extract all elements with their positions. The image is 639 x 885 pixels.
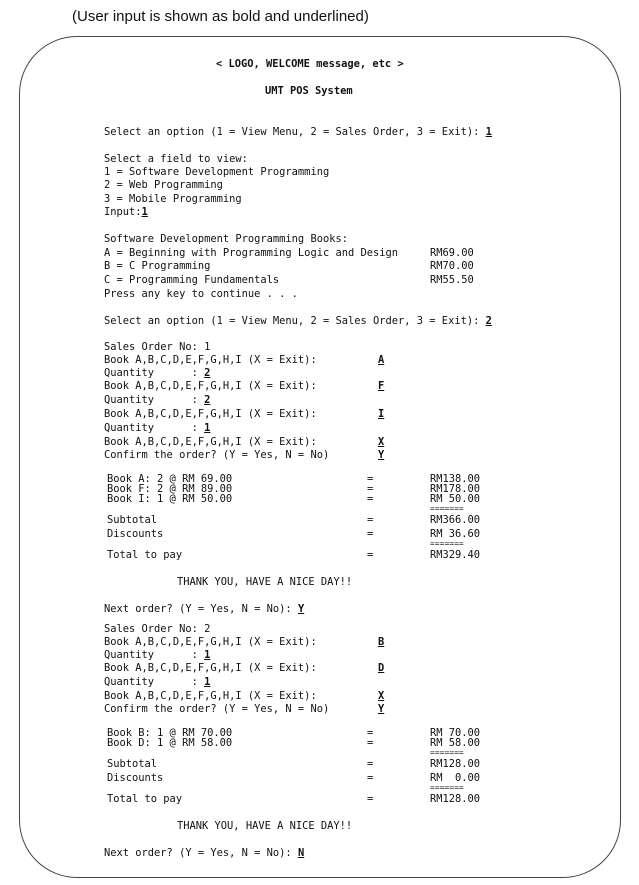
quantity-line: [104, 394, 210, 406]
receipt-amount: RM 70.00: [430, 727, 481, 739]
user-input: 1: [141, 206, 148, 218]
next-order-line: [104, 603, 304, 615]
confirm-prompt: Confirm the order? (Y = Yes, N = No): [104, 703, 330, 715]
book-c-name: C = Programming Fundamentals: [104, 274, 280, 286]
equals-sign: =: [367, 493, 374, 505]
total-label: Total to pay: [107, 549, 183, 561]
quantity-line: [104, 676, 210, 688]
logo-welcome-line: < LOGO, WELCOME message, etc >: [216, 58, 404, 70]
receipt-amount: RM 50.00: [430, 493, 481, 505]
user-input: D: [378, 662, 385, 674]
receipt-amount: RM138.00: [430, 473, 481, 485]
menu-prompt-line: [104, 315, 492, 327]
subtotal-amount: RM128.00: [430, 758, 481, 770]
continue-prompt: Press any key to continue . . .: [104, 288, 298, 300]
field-option-3: 3 = Mobile Programming: [104, 193, 242, 205]
book-prompt: Book A,B,C,D,E,F,G,H,I (X = Exit):: [104, 636, 317, 648]
next-order-line: [104, 847, 304, 859]
user-input: Y: [378, 449, 385, 461]
quantity-label: Quantity :: [104, 367, 205, 379]
total-amount: RM128.00: [430, 793, 481, 805]
book-prompt: Book A,B,C,D,E,F,G,H,I (X = Exit):: [104, 436, 317, 448]
receipt-amount: RM 58.00: [430, 737, 481, 749]
user-input: 1: [204, 649, 211, 661]
user-input: X: [378, 436, 385, 448]
equals-sign: =: [367, 758, 374, 770]
receipt-line: Book I: 1 @ RM 50.00: [107, 493, 233, 505]
user-input: Y: [378, 703, 385, 715]
user-input: A: [378, 354, 385, 366]
equals-sign: =: [367, 793, 374, 805]
separator: =======: [430, 748, 464, 757]
menu-prompt-line: [104, 126, 492, 138]
subtotal-label: Subtotal: [107, 758, 158, 770]
next-order-prompt: Next order? (Y = Yes, N = No):: [104, 603, 298, 615]
book-prompt: Book A,B,C,D,E,F,G,H,I (X = Exit):: [104, 380, 317, 392]
discounts-amount: RM 0.00: [430, 772, 481, 784]
equals-sign: =: [367, 483, 374, 495]
book-b-name: B = C Programming: [104, 260, 211, 272]
equals-sign: =: [367, 549, 374, 561]
book-a-price: RM69.00: [430, 247, 474, 259]
book-a-name: A = Beginning with Programming Logic and Design: [104, 247, 399, 259]
menu-prompt: Select an option (1 = View Menu, 2 = Sales Order, 3 = Exit):: [104, 315, 486, 327]
thank-you-message: THANK YOU, HAVE A NICE DAY!!: [177, 820, 353, 832]
book-c-price: RM55.50: [430, 274, 474, 286]
system-title: UMT POS System: [265, 85, 353, 97]
user-input: 1: [204, 422, 211, 434]
caption: (User input is shown as bold and underlined): [72, 8, 369, 25]
user-input: 1: [204, 676, 211, 688]
field-input-label: Input:: [104, 206, 142, 218]
equals-sign: =: [367, 772, 374, 784]
equals-sign: =: [367, 528, 374, 540]
user-input: F: [378, 380, 385, 392]
discounts-label: Discounts: [107, 528, 164, 540]
book-prompt: Book A,B,C,D,E,F,G,H,I (X = Exit):: [104, 354, 317, 366]
subtotal-amount: RM366.00: [430, 514, 481, 526]
receipt-line: Book F: 2 @ RM 89.00: [107, 483, 233, 495]
field-input-line: [104, 206, 148, 218]
quantity-label: Quantity :: [104, 649, 205, 661]
total-label: Total to pay: [107, 793, 183, 805]
equals-sign: =: [367, 514, 374, 526]
user-input: B: [378, 636, 385, 648]
sales-order-number: Sales Order No: 1: [104, 341, 211, 353]
user-input: 2: [204, 367, 211, 379]
user-input: I: [378, 408, 385, 420]
user-input: X: [378, 690, 385, 702]
book-prompt: Book A,B,C,D,E,F,G,H,I (X = Exit):: [104, 408, 317, 420]
equals-sign: =: [367, 737, 374, 749]
quantity-line: [104, 649, 210, 661]
subtotal-label: Subtotal: [107, 514, 158, 526]
field-title: Select a field to view:: [104, 153, 248, 165]
field-option-1: 1 = Software Development Programming: [104, 166, 330, 178]
receipt-line: Book A: 2 @ RM 69.00: [107, 473, 233, 485]
book-prompt: Book A,B,C,D,E,F,G,H,I (X = Exit):: [104, 690, 317, 702]
user-input: 1: [485, 126, 492, 138]
discounts-amount: RM 36.60: [430, 528, 481, 540]
user-input: N: [297, 847, 305, 859]
confirm-prompt: Confirm the order? (Y = Yes, N = No): [104, 449, 330, 461]
receipt-line: Book B: 1 @ RM 70.00: [107, 727, 233, 739]
equals-sign: =: [367, 727, 374, 739]
field-option-2: 2 = Web Programming: [104, 179, 223, 191]
user-input: Y: [297, 603, 305, 615]
discounts-label: Discounts: [107, 772, 164, 784]
equals-sign: =: [367, 473, 374, 485]
separator: =======: [430, 539, 464, 548]
quantity-line: [104, 367, 210, 379]
next-order-prompt: Next order? (Y = Yes, N = No):: [104, 847, 298, 859]
menu-prompt: Select an option (1 = View Menu, 2 = Sales Order, 3 = Exit):: [104, 126, 486, 138]
book-b-price: RM70.00: [430, 260, 474, 272]
books-title: Software Development Programming Books:: [104, 233, 348, 245]
separator: =======: [430, 504, 464, 513]
quantity-label: Quantity :: [104, 422, 205, 434]
user-input: 2: [485, 315, 492, 327]
total-amount: RM329.40: [430, 549, 481, 561]
quantity-line: [104, 422, 210, 434]
user-input: 2: [204, 394, 211, 406]
quantity-label: Quantity :: [104, 394, 205, 406]
quantity-label: Quantity :: [104, 676, 205, 688]
sales-order-number: Sales Order No: 2: [104, 623, 211, 635]
book-prompt: Book A,B,C,D,E,F,G,H,I (X = Exit):: [104, 662, 317, 674]
receipt-amount: RM178.00: [430, 483, 481, 495]
thank-you-message: THANK YOU, HAVE A NICE DAY!!: [177, 576, 353, 588]
receipt-line: Book D: 1 @ RM 58.00: [107, 737, 233, 749]
separator: =======: [430, 783, 464, 792]
